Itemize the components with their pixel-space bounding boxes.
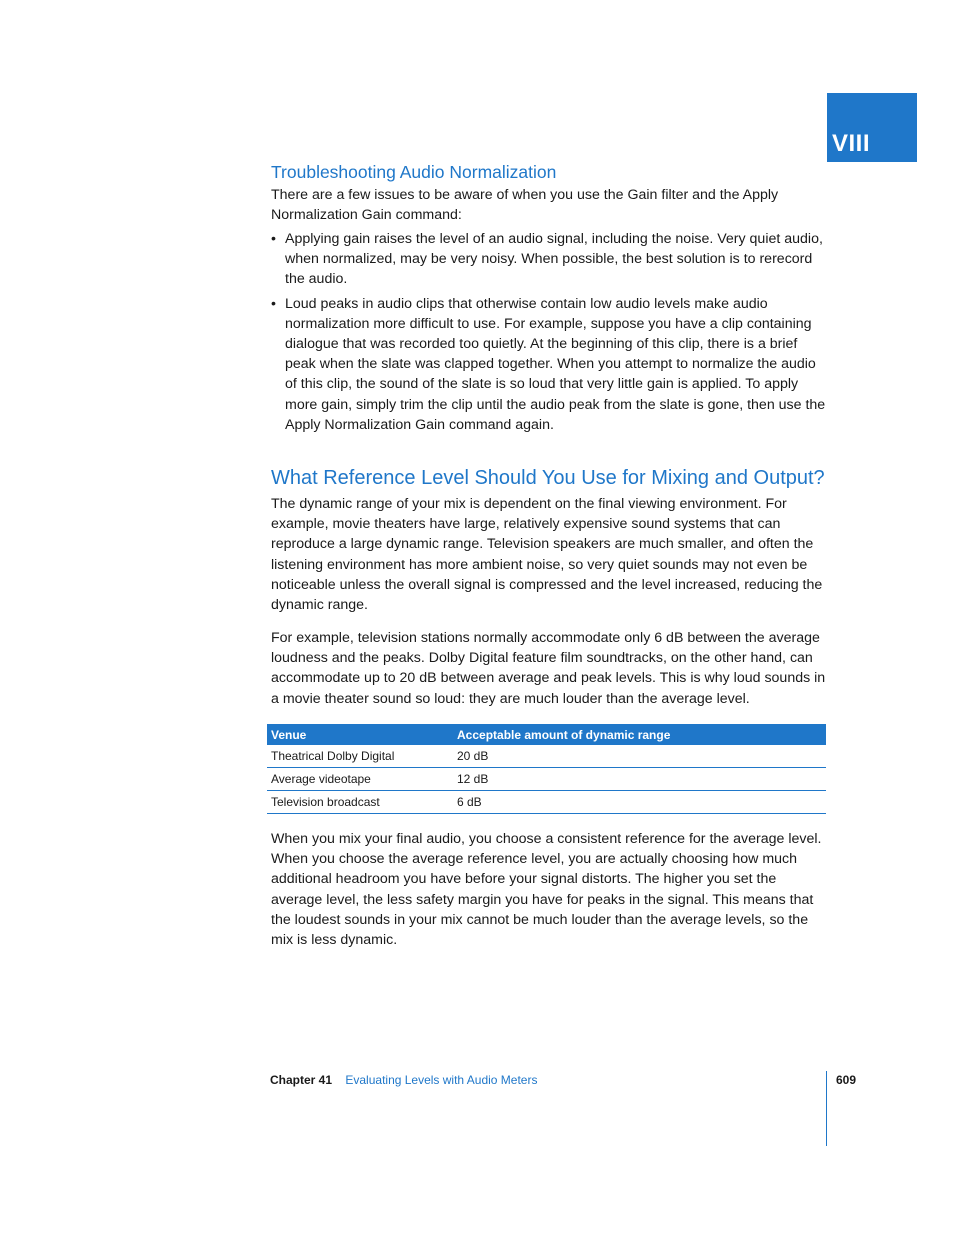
chapter-title: Evaluating Levels with Audio Meters (345, 1073, 538, 1087)
body-paragraph: For example, television stations normally accommodate only 6 dB between the average loudness and the peaks. Dolby Digital feature film soundtracks, on the other hand, can accommodate up to 20 dB between average and peak levels. This is why loud sounds in a movie theater sound so loud: they are much louder than the average level. (271, 630, 826, 707)
table-cell: Television broadcast (267, 791, 453, 814)
body-paragraph: When you mix your final audio, you choose a consistent reference for the average level. When you choose the average reference level, you are actually choosing how much additional headroom you have before your signal distorts. The higher you set the average level, the less safety margin you have for peaks in the signal. This means that the loudest sounds in your mix cannot be much louder than the average levels, so the mix is less dynamic. (271, 831, 822, 949)
table-cell: Theatrical Dolby Digital (267, 745, 453, 768)
list-item (271, 294, 826, 435)
table-cell: 20 dB (453, 745, 826, 768)
part-tab-label: VIII (832, 130, 871, 157)
page-number: 609 (836, 1073, 857, 1087)
dynamic-range-table (267, 724, 826, 814)
body-paragraph: The dynamic range of your mix is dependent on the final viewing environment. For example, movie theaters have large, relatively expensive sound systems that can reproduce a large dynamic range. Television speakers are much smaller, and often the listening environment has more ambient noise, so very quiet sounds may not even be noticeable unless the overall signal is compressed and the level increased, reducing the dynamic range. (271, 496, 823, 614)
bullet-mark: • (271, 295, 276, 312)
list-item-text: Applying gain raises the level of an audio signal, including the noise. Very quiet audio, when normalized, may be very noisy. When possible, the best solution is to rerecord the audio. (285, 231, 823, 288)
list-item-text: Loud peaks in audio clips that otherwise contain low audio levels make audio normalization more difficult to use. For example, suppose you have a clip containing dialogue that was recorded too quietly. At the beginning of this clip, there is a brief peak when the slate was clapped together. When you attempt to normalize the audio of this clip, the sound of the slate is so loud that very little gain is applied. To apply more gain, simply trim the clip until the audio peak from the slate is gone, then use the Apply Normalization Gain command again. (285, 295, 826, 433)
intro-paragraph: There are a few issues to be aware of when you use the Gain filter and the Apply Normalization Gain command: (271, 187, 779, 224)
section-heading: Troubleshooting Audio Normalization (271, 162, 557, 182)
footer-divider (826, 1071, 827, 1146)
column-header: Acceptable amount of dynamic range (453, 724, 826, 745)
part-tab (827, 93, 917, 162)
list-item (271, 229, 826, 290)
table-header-row (267, 724, 826, 745)
table-cell: Average videotape (267, 768, 453, 791)
table-cell: 6 dB (453, 791, 826, 814)
table-row (267, 768, 826, 791)
table-cell: 12 dB (453, 768, 826, 791)
table-row (267, 791, 826, 814)
footer-chapter (270, 1073, 537, 1087)
main-heading: What Reference Level Should You Use for Mixing and Output? (271, 467, 825, 489)
chapter-label: Chapter 41 (270, 1073, 333, 1087)
bullet-list (271, 229, 826, 439)
table-row (267, 745, 826, 768)
bullet-mark: • (271, 231, 276, 247)
column-header: Venue (267, 724, 453, 745)
